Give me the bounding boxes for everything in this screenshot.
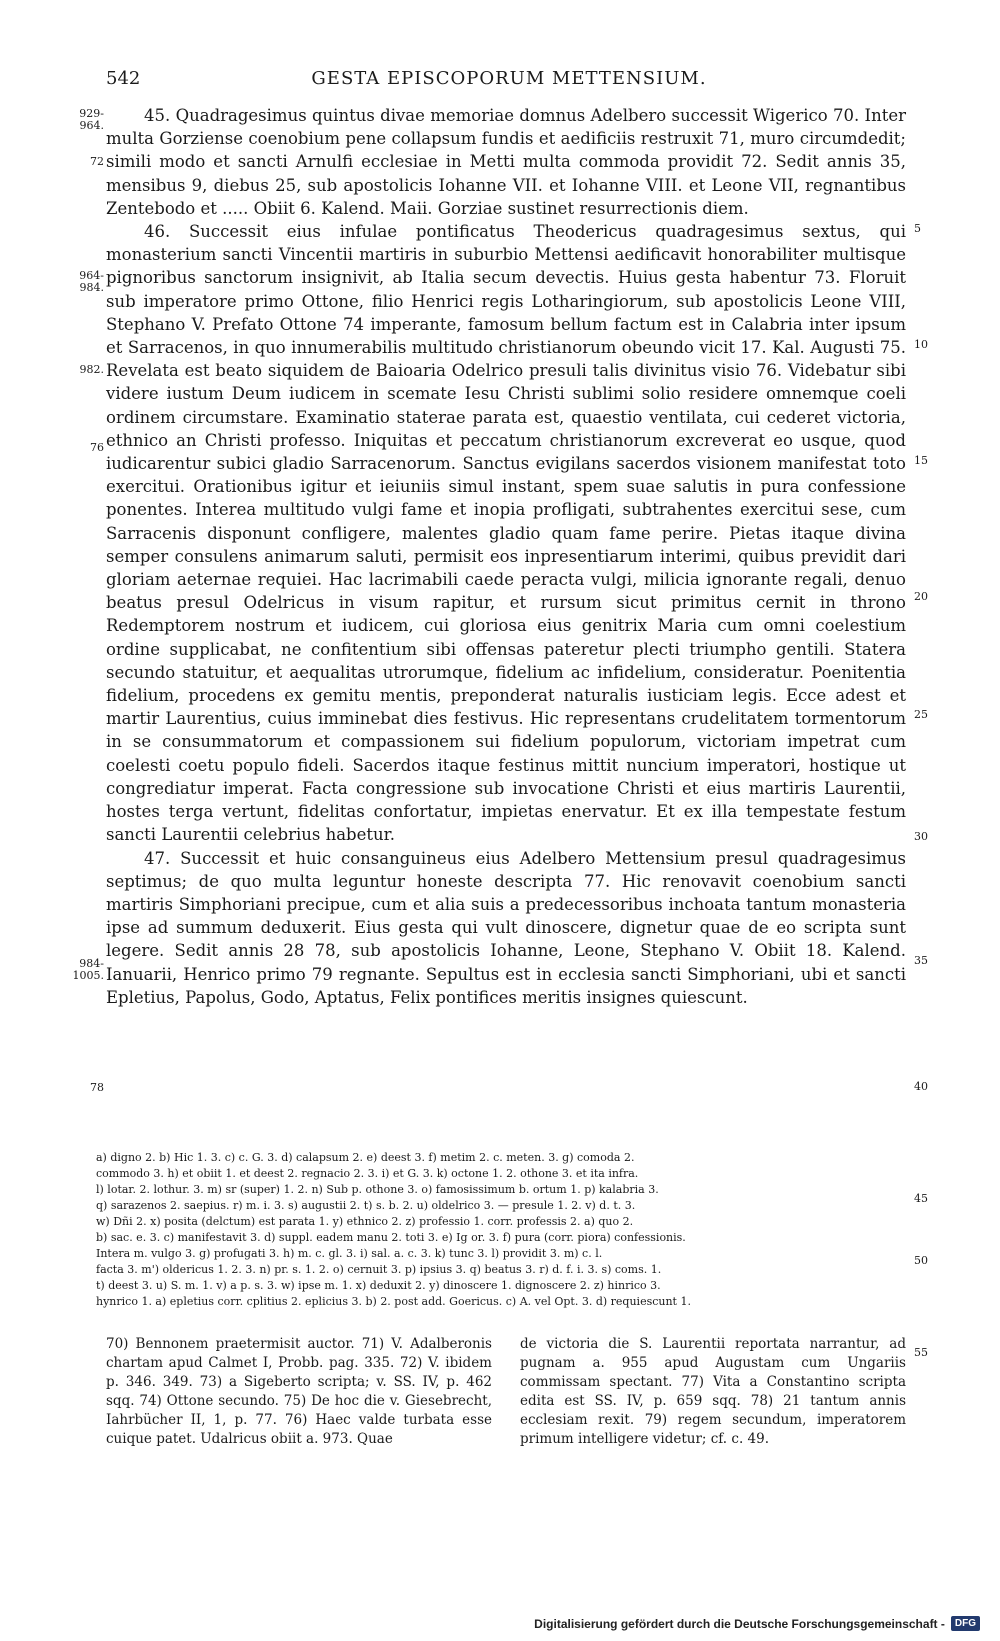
line-number: 35 [914,954,928,967]
line-number: 30 [914,830,928,843]
paragraph-46: 46. Successit eius infulae pontificatus Theodericus quadragesimus sextus, qui monasterium sancti Vincentii martiris in suburbio Mettensi aedificavit honorabiliter multisque pignoribus sanctorum insignivit, ab Italia secum devectis. Huius gesta habentur 73. Floruit sub imperatore primo Ottone, filio Henrici regis Lotharingiorum, sub apostolicis Leone VIII, Stephano V. Prefato Ottone 74 imperante, famosum bellum factum est in Calabria inter ipsum et Sarracenos, in quo innumerabilis multitudo christianorum obeundo vicit 17. Kal. Augusti 75. Revelata est beato siquidem de Baioaria Odelrico presuli talis divinitus visio 76. Videbatur sibi videre iustum Deum iudicem in scemate Iesu Christi sublimi solio residere omnemque coeli ordinem circumstare. Examinatio staterae parata est, quaestio ventilata, cui cederet victoria, ethnico an Christi professo. Iniquitas et peccatum christianorum excreverat eo usque, quod iudicarentur subici gladio Sarracenorum. Sanctus evigilans sacerdos visionem manifestat toto exercitui. Orationibus igitur et ieiuniis simul instant, spem suae salutis in pura confessione ponentes. Interea multitudo vulgi fame et inopia profligati, subtrahentes exercitui sese, cum Sarracenis disponunt confligere, malentes gladio quam fame perire. Pietas itaque divina semper consulens animarum saluti, permisit eos inpresentiarum interimi, quibus previdit dari gloriam aeternae requiei. Hac lacrimabili caede peracta vulgi, milicia ignorante regali, denuo beatus presul Odelricus in visum rapitur, et rursum sicut primitus cernit in throno Redemptorem nostrum et iudicem, cui gloriosa eius genitrix Maria cum omni coelestium ordine supplicabat, ne confitentium sibi offensas pateretur plecti triumpho gentili. Statera secundo statuitur, et aequalitas utrorumque, fidelium ac infidelium, consideratur. Poenitentia fidelium, procedens ex gemitu mentis, preponderat naturalis iusticiam legis. Ecce adest et martir Laurentius, cuius imminebat dies festivus. Hic representans crudelitatem tormentorum in se consummatorum et compassionem sui fidelium populorum, victoriam impetrat cum coelesti coetu populo fideli. Sacerdos itaque festinus mittit nuncium imperatori, hostique ut congrediatur imperat. Facta congressione sub invocatione Christi et eius martiris Laurentii, hostes terga vertunt, fidelitas confortatur, impietas enervatur. Et ex illa tempestate festum sancti Laurentii celebrius habetur. [106,222,906,845]
apparatus-line: hynrico 1. a) epletius corr. cplitius 2. eplicius 3. b) 2. post add. Goericus. c) A. vel Opt. 3. d) requiescunt 1. [96,1295,691,1308]
endnotes-right-column: de victoria die S. Laurentii reportata narrantur, ad pugnam a. 955 apud Augustam cum Ungariis commissam spectant. 77) Vita a Constantino scripta edita est SS. IV, p. 659 sqq. 78) 21 tantum annis ecclesiam rexit. 79) regem secundum, imperatorem primum intelligere videtur; cf. c. 49. [520,1336,906,1447]
line-number: 10 [914,338,928,351]
margin-note: 929-964. [79,107,104,132]
line-number: 25 [914,708,928,721]
line-number: 40 [914,1080,928,1093]
line-number: 45 [914,1192,928,1205]
paragraph-47: 47. Successit et huic consanguineus eius Adelbero Mettensium presul quadragesimus septimus; de quo multa leguntur honeste descripta 77. Hic renovavit coenobium sancti martiris Simphoriani precipue, cum et alia suis a predecessoribus inchoata tantum monasteria ipse ad summum deduxerit. Eius gesta qui vult dinoscere, dignetur quae de eo scripta sunt legere. Sedit annis 28 78, sub apostolicis Iohanne, Leone, Stephano V. Obiit 18. Kalend. Ianuarii, Henrico primo 79 regnante. Sepultus est in ecclesia sancti Simphoriani, ubi et sancti Epletius, Papolus, Godo, Aptatus, Felix pontifices meritis insignes quiescunt. [106,848,906,1007]
apparatus-line: w) Dñi 2. x) posita (delctum) est parata 1. y) ethnico 2. z) professio 1. corr. professis 2. a) quo 2. [96,1215,634,1228]
apparatus-line: q) sarazenos 2. saepius. r) m. i. 3. s) augustii 2. t) s. b. 2. u) oldelrico 3. — presule 1. 2. v) d. t. 3. [96,1199,636,1212]
dfg-logo-icon: DFG [951,1616,980,1631]
margin-note: 984-1005. [72,957,104,982]
margin-note: 72 [90,155,104,168]
apparatus-line: commodo 3. h) et obiit 1. et deest 2. regnacio 2. 3. i) et G. 3. k) octone 1. 2. othone 3. et ita infra. [96,1167,639,1180]
line-number: 50 [914,1254,928,1267]
line-number: 20 [914,590,928,603]
line-number: 55 [914,1346,928,1359]
line-number: 15 [914,454,928,467]
apparatus-line: l) lotar. 2. lothur. 3. m) sr (super) 1. 2. n) Sub p. othone 3. o) famosissimum b. ortum 1. p) kalabria 3. [96,1183,659,1196]
endnotes-left-column: 70) Bennonem praetermisit auctor. 71) V. Adalberonis chartam apud Calmet I, Probb. pag. 335. 72) V. ibidem p. 346. 349. 73) a Sigeberto scripta; v. SS. IV, p. 462 sqq. 74) Ottone secundo. 75) De hoc die v. Giesebrecht, Iahrbücher II, 1, p. 77. 76) Haec valde turbata esse cuique patet. Udalricus obiit a. 973. Quae [106,1336,492,1447]
apparatus-line: t) deest 3. u) S. m. 1. v) a p. s. 3. w) ipse m. 1. x) deduxit 2. y) dinoscere 1. dignoscere 2. z) hinrico 3. [96,1279,661,1292]
page-number: 542 [106,68,141,89]
margin-note: 964-984. [79,269,104,294]
paragraph-45: 45. Quadragesimus quintus divae memoriae domnus Adelbero successit Wigerico 70. Inter multa Gorziense coenobium pene collapsum fundis et aedificiis restruxit 71, muro circumdedit; simili modo et sancti Arnulfi ecclesiae in Metti multa commoda providit 72. Sedit annis 35, mensibus 9, diebus 25, sub apostolicis Iohanne VII. et Iohanne VIII. et Leone VII, regnantibus Zentebodo et ..... Obiit 6. Kalend. Maii. Gorziae sustinet resurrectionis diem. [106,106,906,218]
apparatus-line: Intera m. vulgo 3. g) profugati 3. h) m. c. gl. 3. i) sal. a. c. 3. k) tunc 3. l) providit 3. m) c. l. [96,1247,603,1260]
footer-credit [534,1616,980,1631]
margin-note: 78 [90,1081,104,1094]
margin-note: 76 [90,441,104,454]
apparatus-line: facta 3. m') oldericus 1. 2. 3. n) pr. s. 1. 2. o) cernuit 3. p) ipsius 3. q) beatus 3. r) d. f. i. 3. s) coms. 1. [96,1263,662,1276]
apparatus-line: a) digno 2. b) Hic 1. 3. c) c. G. 3. d) calapsum 2. e) deest 3. f) metim 2. c. meten. 3. g) comoda 2. [96,1151,635,1164]
main-text [106,104,906,1009]
critical-apparatus [96,1150,916,1310]
page-header [106,68,912,92]
apparatus-line: b) sac. e. 3. c) manifestavit 3. d) suppl. eadem manu 2. toti 3. e) Ig or. 3. f) pura (corr. piora) confessionis. [96,1231,686,1244]
line-number: 5 [914,222,921,235]
margin-note: 982. [79,363,104,376]
running-title: GESTA EPISCOPORUM METTENSIUM. [311,68,707,89]
footer-text: Digitalisierung gefördert durch die Deutsche Forschungsgemeinschaft - [534,1616,945,1631]
